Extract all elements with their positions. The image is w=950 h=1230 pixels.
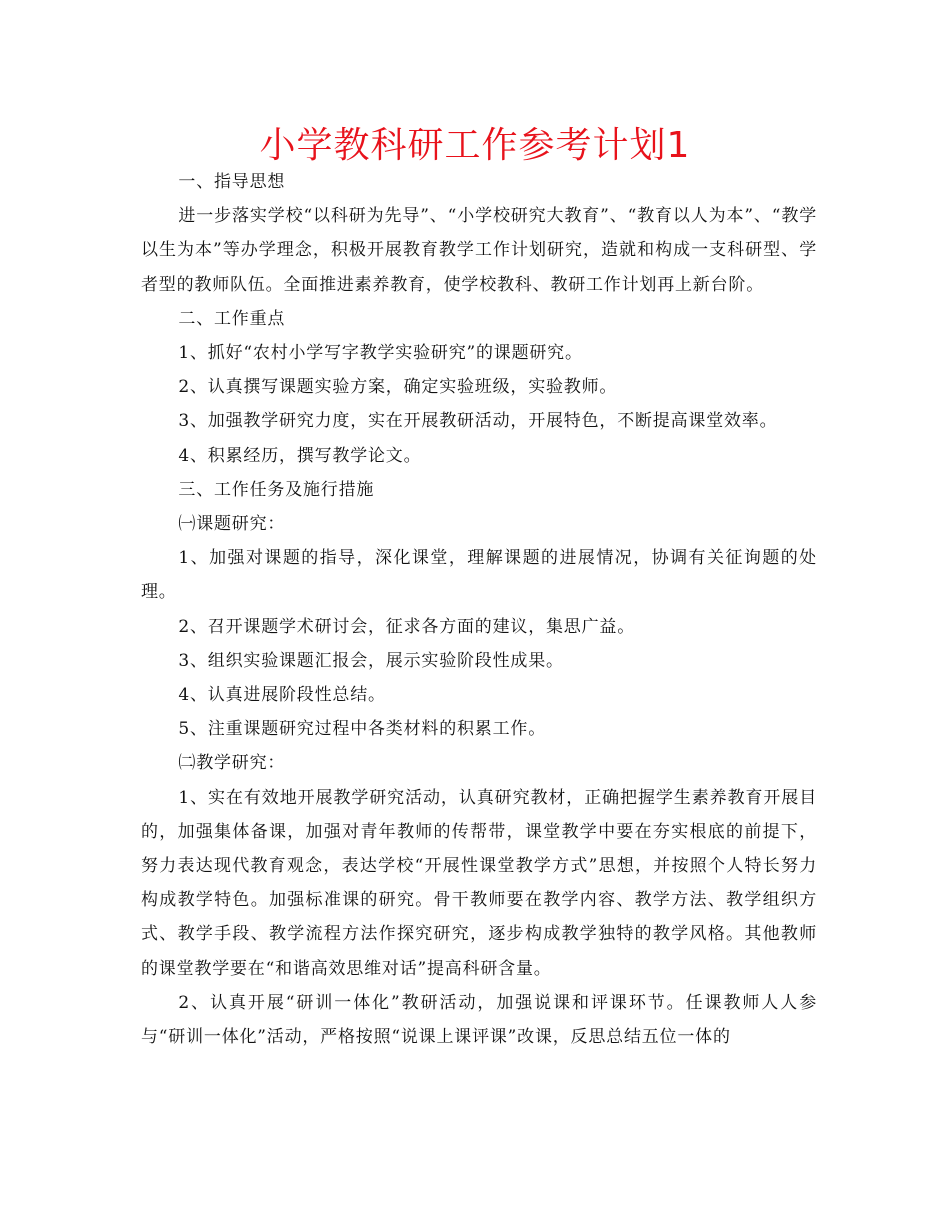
- heading-work-focus: 二、工作重点: [178, 308, 286, 329]
- teaching-research-item-1: 1、实在有效地开展教学研究活动，认真研究教材，正确把握学生素养教育开展目的，加强集体备课，加强对青年教师的传帮带，课堂教学中要在夯实根底的前提下，努力表达现代教育观念，表达学校“开展性课堂教学方式”思想，并按照个人特长努力构成教学特色。加强标准课的研究。骨干教师要在教学内容、教学方法、教学组织方式、教学手段、教学流程方法作探究研究，逐步构成教学独特的教学风格。其他教师的课堂教学要在“和谐高效思维对话”提高科研含量。: [141, 787, 817, 979]
- work-focus-item-3: 3、加强教学研究力度，实在开展教研活动，开展特色，不断提高课堂效率。: [178, 411, 778, 432]
- topic-research-item-3: 3、组织实验课题汇报会，展示实验阶段性成果。: [178, 650, 564, 671]
- topic-research-item-5: 5、注重课题研究过程中各类材料的积累工作。: [178, 719, 547, 740]
- work-focus-item-1: 1、抓好“农村小学写字教学实验研究”的课题研究。: [178, 343, 583, 364]
- work-focus-item-4: 4、积累经历，撰写教学论文。: [178, 445, 422, 466]
- topic-research-item-2: 2、召开课题学术研讨会，征求各方面的建议，集思广益。: [178, 616, 636, 637]
- paragraph-guiding-ideology: 进一步落实学校“以科研为先导”、“小学校研究大教育”、“教育以人为本”、“教学以生为本”等办学理念，积极开展教育教学工作计划研究，造就和构成一支科研型、学者型的教师队伍。全面推进素养教育，使学校教科、教研工作计划再上新台阶。: [141, 206, 817, 295]
- document-body: [141, 165, 817, 1054]
- teaching-research-item-2: 2、认真开展“研训一体化”教研活动，加强说课和评课环节。任课教师人人参与“研训一体化”活动，严格按照“说课上课评课”改课，反思总结五位一体的: [141, 992, 817, 1048]
- subheading-teaching-research: ㈡教学研究：: [178, 753, 286, 774]
- topic-research-item-4: 4、认真进展阶段性总结。: [178, 685, 386, 706]
- subheading-topic-research: ㈠课题研究：: [178, 514, 286, 535]
- topic-research-item-1: 1、加强对课题的指导，深化课堂，理解课题的进展情况，协调有关征询题的处理。: [141, 548, 817, 603]
- heading-tasks-measures: 三、工作任务及施行措施: [178, 479, 375, 500]
- document-title: 小学教科研工作参考计划1: [259, 125, 691, 166]
- work-focus-item-2: 2、认真撰写课题实验方案，确定实验班级，实验教师。: [178, 377, 618, 398]
- heading-guiding-ideology: 一、指导思想: [178, 172, 286, 192]
